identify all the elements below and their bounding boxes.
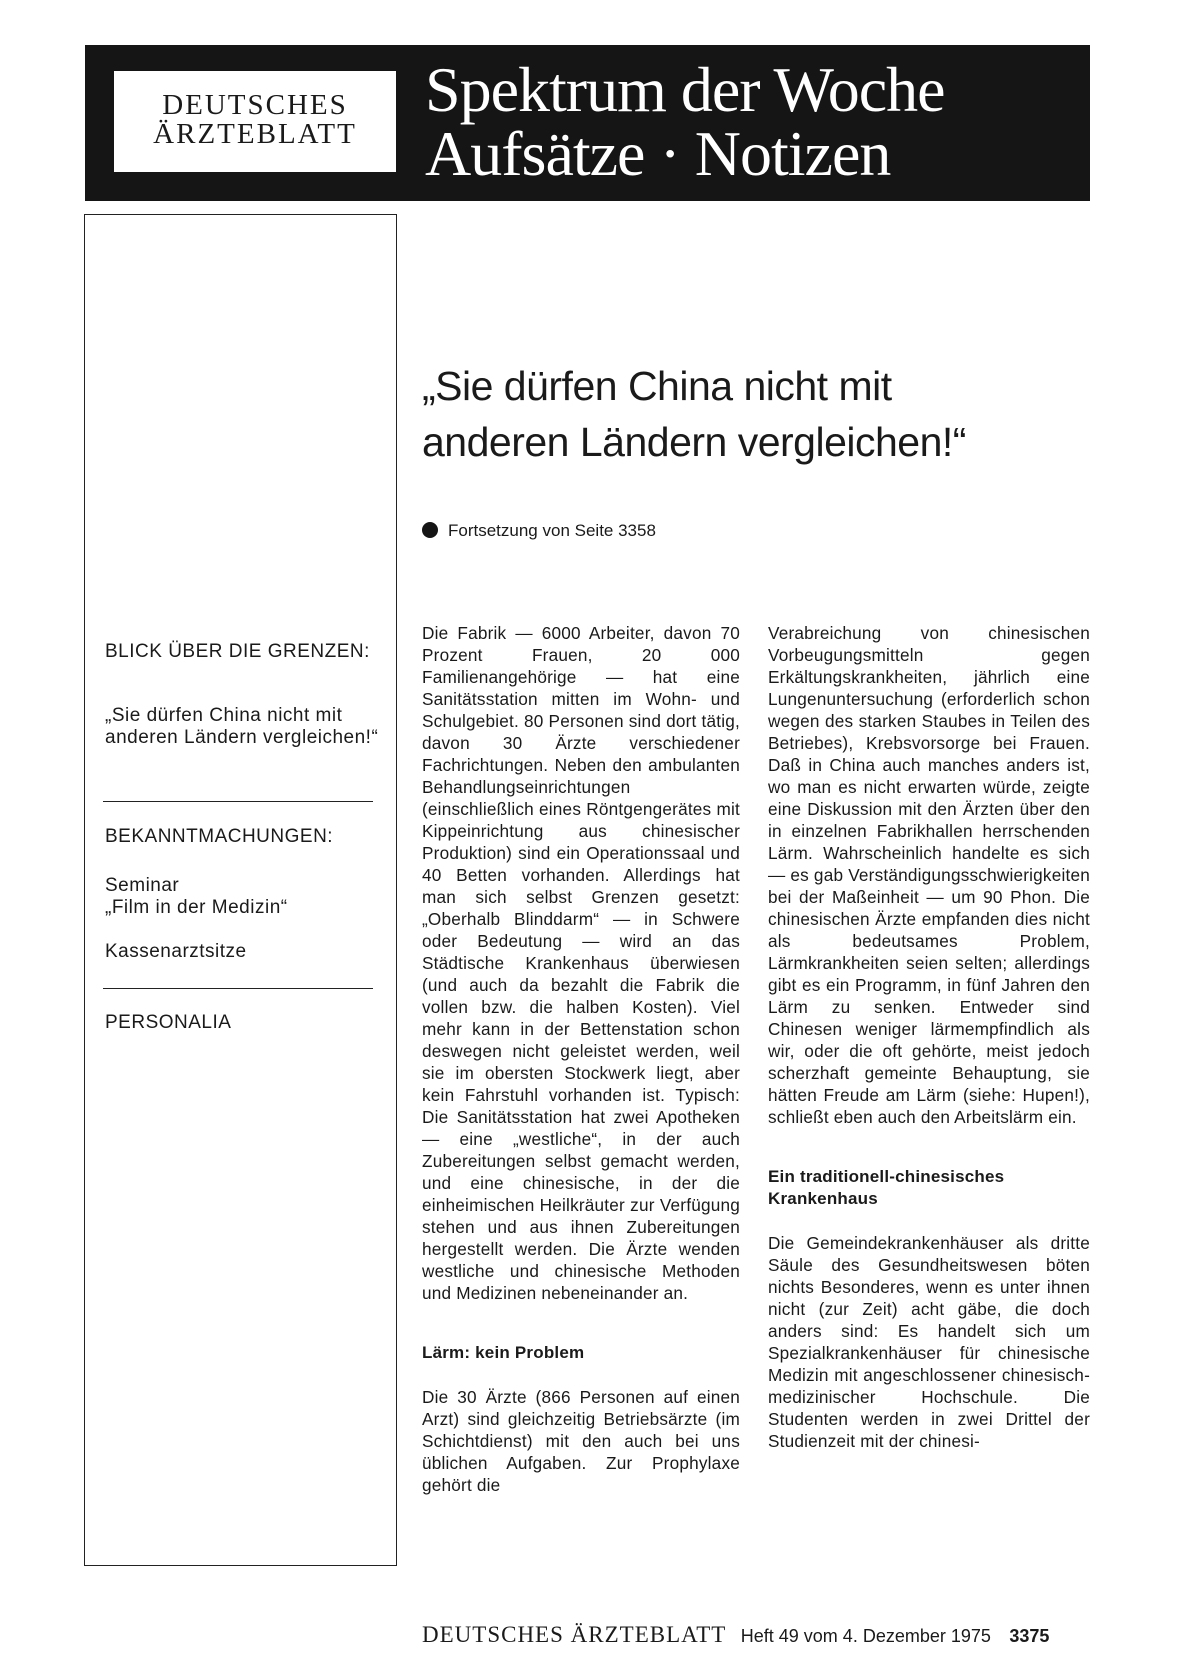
contents-sidebar xyxy=(84,214,397,1566)
article-headline xyxy=(422,358,1122,470)
sidebar-bekannt-heading: BEKANNTMACHUNGEN: xyxy=(105,826,334,847)
sidebar-seminar-line-1: Seminar xyxy=(105,875,180,896)
page-number: 3375 xyxy=(1009,1626,1050,1646)
sidebar-kassen: Kassenarztsitze xyxy=(105,941,247,962)
sidebar-blick-item: „Sie dürfen China nicht mit anderen Ländern vergleichen!“ xyxy=(105,705,379,748)
sidebar-seminar-line-2: „Film in der Medizin“ xyxy=(105,897,288,918)
sidebar-seminar xyxy=(105,875,380,919)
logo-line-1: DEUTSCHES xyxy=(162,89,348,121)
paragraph: Die Gemeindekrankenhäuser als dritte Säule des Gesundheitswesen böten nichts Besonderes, wenn es unter ihnen nicht (zur Zeit) acht gäbe, die doch anders sind: Es handelt sich um Spezialkrankenhäuser für chinesische Medizin mit angeschlossener chinesisch-medizinischer Hochschule. Die Studenten werden in zwei Drittel der Studienzeit mit der chinesi- xyxy=(768,1233,1090,1451)
headline-line-1: „Sie dürfen China nicht mit xyxy=(422,363,892,409)
page-footer xyxy=(422,1622,1082,1648)
paragraph: Verabreichung von chinesischen Vorbeugungsmitteln gegen Erkältungskrankheiten, jährlich eine Lungenuntersuchung (erforderlich schon wegen des starken Staubes in Teilen des Betriebes), Krebsvorsorge bei Frauen. Daß in China auch manches anders ist, wo man es nicht erwarten würde, zeigte eine Diskussion mit den Ärzten über den in einzelnen Fabrikhallen herrschenden Lärm. Wahrscheinlich handelte es sich — es gab Verständigungsschwierigkeiten bei der Maßeinheit — um 90 Phon. Die chinesischen Ärzte empfanden dies nicht als bedeutsames Problem, Lärmkrankheiten seien selten; allerdings gibt es ein Programm, in fünf Jahren den Lärm zu senken. Entweder sind Chinesen weniger lärmempfindlich als wir, oder die oft gehörte, meist jedoch scherzhaft gemeinte Behauptung, sie hätten Freude am Lärm (siehe: Hupen!), schließt eben auch den Arbeitslärm ein. xyxy=(768,623,1090,1127)
paragraph: Die 30 Ärzte (866 Personen auf einen Arzt) sind gleichzeitig Betriebsärzte (im Schichtdienst) mit den auch bei uns üblichen Aufgaben. Zur Prophylaxe gehört die xyxy=(422,1387,740,1495)
section-title xyxy=(425,54,945,189)
subheading: Ein traditionell-chinesisches Krankenhaus xyxy=(768,1167,1005,1208)
publication-logo xyxy=(113,70,397,173)
sidebar-blick-heading: BLICK ÜBER DIE GRENZEN: xyxy=(105,641,370,662)
section-title-line-1: Spektrum der Woche xyxy=(425,54,945,125)
continuation-note xyxy=(422,520,656,542)
section-title-line-2: Aufsätze · Notizen xyxy=(425,118,891,189)
sidebar-divider xyxy=(103,988,373,989)
continuation-text: Fortsetzung von Seite 3358 xyxy=(448,521,656,540)
article-column-1 xyxy=(422,622,740,1496)
bullet-icon xyxy=(422,522,438,538)
footer-issue: Heft 49 vom 4. Dezember 1975 xyxy=(740,1626,991,1646)
footer-brand: DEUTSCHES ÄRZTEBLATT xyxy=(422,1622,727,1647)
article-column-2 xyxy=(768,622,1090,1452)
subheading: Lärm: kein Problem xyxy=(422,1343,585,1362)
logo-line-2: ÄRZTEBLATT xyxy=(153,118,357,150)
paragraph: Die Fabrik — 6000 Arbeiter, davon 70 Prozent Frauen, 20 000 Familienangehörige — hat eine Sanitätsstation mitten im Wohn- und Schulgebiet. 80 Personen sind dort tätig, davon 30 Ärzte verschiedener Fachrichtungen. Neben den ambulanten Behandlungseinrichtungen (einschließlich eines Röntgengerätes mit Kippeinrichtung aus chinesischer Produktion) sind ein Operationssaal und 40 Betten vorhanden. Allerdings hat man sich selbst Grenzen gesetzt: „Oberhalb Blinddarm“ — in Schwere oder Bedeutung — wird an das Städtische Krankenhaus überwiesen (und auch da bezahlt die Fabrik die vollen bzw. die halben Kosten). Viel mehr kann in der Bettenstation schon deswegen nicht geleistet werden, weil sie im obersten Stockwerk liegt, aber kein Fahrstuhl vorhanden ist. Typisch: Die Sanitätsstation hat zwei Apotheken — eine „westliche“, in der auch Zubereitungen selbst gemacht werden, und eine chinesische, in der die einheimischen Heilkräuter zur Verfügung stehen und aus ihnen Zubereitungen hergestellt werden. Die Ärzte wenden westliche und chinesische Methoden und Medizinen nebeneinander an. xyxy=(422,623,740,1303)
headline-line-2: anderen Ländern vergleichen!“ xyxy=(422,419,966,465)
sidebar-divider xyxy=(103,801,373,802)
sidebar-personalia: PERSONALIA xyxy=(105,1012,232,1033)
